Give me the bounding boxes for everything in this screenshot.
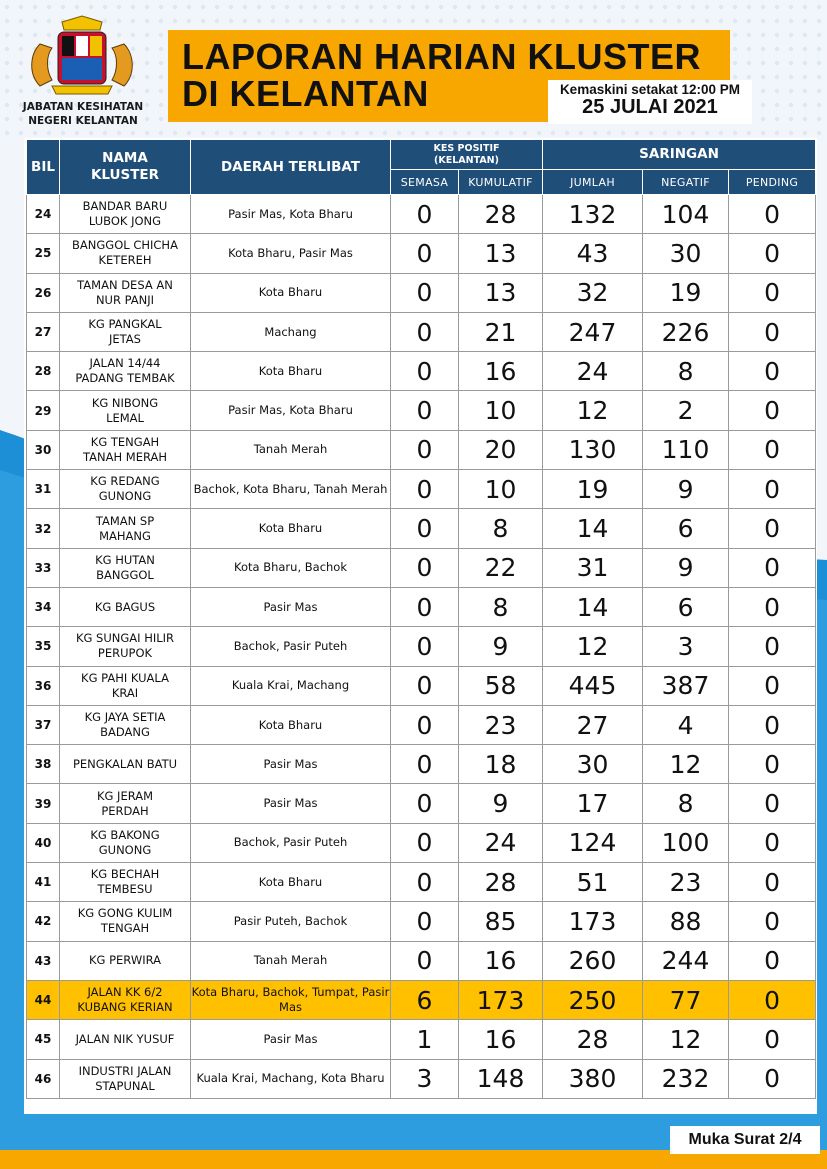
cell-daerah: Tanah Merah xyxy=(191,430,391,469)
cell-bil: 44 xyxy=(27,980,60,1019)
cell-nama-line1: INDUSTRI JALAN xyxy=(78,1063,172,1078)
col-header-semasa: SEMASA xyxy=(391,170,459,195)
cell-nama-line2: BANGGOL xyxy=(96,567,154,582)
table-row xyxy=(27,470,816,509)
table-row xyxy=(27,823,816,862)
cell-daerah: Kota Bharu xyxy=(191,273,391,312)
cell-bil: 31 xyxy=(27,470,60,509)
cell-nama-kluster xyxy=(60,195,191,234)
cell-kumulatif: 148 xyxy=(459,1059,543,1098)
cell-nama-line1: KG SUNGAI HILIR xyxy=(75,631,175,646)
cell-semasa: 0 xyxy=(391,745,459,784)
cell-negatif: 232 xyxy=(643,1059,729,1098)
cell-bil: 27 xyxy=(27,312,60,351)
cell-daerah: Kuala Krai, Machang xyxy=(191,666,391,705)
cell-pending: 0 xyxy=(729,627,816,666)
cell-nama-kluster xyxy=(60,745,191,784)
cell-pending: 0 xyxy=(729,509,816,548)
cell-daerah: Kota Bharu, Bachok xyxy=(191,548,391,587)
table-row xyxy=(27,587,816,626)
table-row xyxy=(27,745,816,784)
cell-jumlah: 380 xyxy=(543,1059,643,1098)
cluster-table xyxy=(26,139,816,1099)
table-row xyxy=(27,1020,816,1059)
cell-semasa: 3 xyxy=(391,1059,459,1098)
cell-negatif: 104 xyxy=(643,195,729,234)
cell-bil: 42 xyxy=(27,902,60,941)
cell-kumulatif: 21 xyxy=(459,312,543,351)
cell-daerah: Pasir Mas xyxy=(191,745,391,784)
cell-bil: 46 xyxy=(27,1059,60,1098)
table-row xyxy=(27,234,816,273)
cell-nama-kluster xyxy=(60,1059,191,1098)
cell-jumlah: 19 xyxy=(543,470,643,509)
cell-nama-kluster xyxy=(60,902,191,941)
cell-semasa: 0 xyxy=(391,823,459,862)
cell-nama-kluster xyxy=(60,666,191,705)
cell-nama-line2: PERDAH xyxy=(101,803,149,818)
cell-nama-line1: KG PAHI KUALA xyxy=(81,670,169,685)
cell-nama-line1: JALAN KK 6/2 xyxy=(87,985,163,1000)
cell-negatif: 88 xyxy=(643,902,729,941)
cell-daerah: Pasir Puteh, Bachok xyxy=(191,902,391,941)
cell-kumulatif: 8 xyxy=(459,587,543,626)
cell-negatif: 110 xyxy=(643,430,729,469)
cell-nama-line1: TAMAN SP xyxy=(95,513,155,528)
cell-daerah: Kota Bharu, Bachok, Tumpat, Pasir Mas xyxy=(191,980,391,1019)
cell-nama-line2: TANAH MERAH xyxy=(83,449,167,464)
cell-daerah: Pasir Mas, Kota Bharu xyxy=(191,391,391,430)
cell-kumulatif: 16 xyxy=(459,352,543,391)
cell-nama-kluster xyxy=(60,470,191,509)
cell-kumulatif: 10 xyxy=(459,391,543,430)
cell-nama-kluster xyxy=(60,705,191,744)
cell-jumlah: 24 xyxy=(543,352,643,391)
table-row xyxy=(27,312,816,351)
col-header-bil: BIL xyxy=(27,140,60,195)
cell-pending: 0 xyxy=(729,863,816,902)
cell-bil: 38 xyxy=(27,745,60,784)
cell-jumlah: 445 xyxy=(543,666,643,705)
cell-bil: 26 xyxy=(27,273,60,312)
cell-kumulatif: 24 xyxy=(459,823,543,862)
cell-pending: 0 xyxy=(729,273,816,312)
cell-semasa: 0 xyxy=(391,509,459,548)
table-row xyxy=(27,509,816,548)
table-row xyxy=(27,902,816,941)
cell-nama-kluster xyxy=(60,273,191,312)
cell-semasa: 0 xyxy=(391,784,459,823)
cell-nama-kluster xyxy=(60,352,191,391)
report-title-line2: DI KELANTAN xyxy=(182,73,429,114)
cell-kumulatif: 22 xyxy=(459,548,543,587)
cell-kumulatif: 20 xyxy=(459,430,543,469)
cell-semasa: 0 xyxy=(391,391,459,430)
cell-kumulatif: 16 xyxy=(459,941,543,980)
cell-pending: 0 xyxy=(729,312,816,351)
col-header-jumlah: JUMLAH xyxy=(543,170,643,195)
cell-semasa: 0 xyxy=(391,352,459,391)
cell-pending: 0 xyxy=(729,823,816,862)
cell-nama-line2: KETEREH xyxy=(98,253,152,268)
cell-semasa: 0 xyxy=(391,273,459,312)
cell-kumulatif: 28 xyxy=(459,863,543,902)
cell-jumlah: 30 xyxy=(543,745,643,784)
col-header-kes-positif-line1: KES POSITIF xyxy=(433,142,500,154)
cell-pending: 0 xyxy=(729,195,816,234)
cell-nama-line1: PENGKALAN BATU xyxy=(72,756,178,771)
cell-nama-line2: NUR PANJI xyxy=(95,292,155,307)
cell-negatif: 226 xyxy=(643,312,729,351)
table-row xyxy=(27,352,816,391)
cell-jumlah: 260 xyxy=(543,941,643,980)
cell-semasa: 0 xyxy=(391,587,459,626)
cell-daerah: Machang xyxy=(191,312,391,351)
cell-semasa: 0 xyxy=(391,548,459,587)
cell-nama-line2: LUBOK JONG xyxy=(88,214,162,229)
cell-negatif: 6 xyxy=(643,509,729,548)
cell-pending: 0 xyxy=(729,430,816,469)
cell-negatif: 12 xyxy=(643,1020,729,1059)
cell-kumulatif: 58 xyxy=(459,666,543,705)
org-name-line1: JABATAN KESIHATAN xyxy=(22,101,144,113)
cell-negatif: 100 xyxy=(643,823,729,862)
cell-nama-line2: STAPUNAL xyxy=(95,1078,155,1093)
cell-semasa: 0 xyxy=(391,941,459,980)
cell-negatif: 9 xyxy=(643,548,729,587)
cell-nama-line1: BANDAR BARU xyxy=(82,199,168,214)
cell-bil: 30 xyxy=(27,430,60,469)
col-header-daerah: DAERAH TERLIBAT xyxy=(191,140,391,195)
cell-negatif: 30 xyxy=(643,234,729,273)
cell-daerah: Kota Bharu, Pasir Mas xyxy=(191,234,391,273)
cell-pending: 0 xyxy=(729,980,816,1019)
table-row xyxy=(27,784,816,823)
cell-bil: 37 xyxy=(27,705,60,744)
table-row xyxy=(27,195,816,234)
col-header-nama-kluster xyxy=(60,140,191,195)
cell-jumlah: 27 xyxy=(543,705,643,744)
cell-nama-line1: KG PERWIRA xyxy=(89,953,161,968)
table-row xyxy=(27,666,816,705)
table-row xyxy=(27,430,816,469)
cell-bil: 45 xyxy=(27,1020,60,1059)
cell-negatif: 387 xyxy=(643,666,729,705)
cell-nama-kluster xyxy=(60,234,191,273)
cell-nama-kluster xyxy=(60,391,191,430)
cell-nama-line1: BANGGOL CHICHA xyxy=(72,238,178,253)
cell-nama-line1: KG JAYA SETIA xyxy=(84,710,166,724)
cell-bil: 32 xyxy=(27,509,60,548)
cell-jumlah: 51 xyxy=(543,863,643,902)
cell-nama-line2: KUBANG KERIAN xyxy=(77,1000,173,1015)
cell-kumulatif: 28 xyxy=(459,195,543,234)
cell-daerah: Bachok, Pasir Puteh xyxy=(191,823,391,862)
cell-pending: 0 xyxy=(729,666,816,705)
cell-bil: 35 xyxy=(27,627,60,666)
cell-bil: 39 xyxy=(27,784,60,823)
col-header-negatif: NEGATIF xyxy=(643,170,729,195)
cell-negatif: 77 xyxy=(643,980,729,1019)
cell-nama-line1: KG TENGAH xyxy=(90,434,160,449)
cell-nama-line1: KG NIBONG xyxy=(91,395,159,410)
cell-nama-line2: PADANG TEMBAK xyxy=(75,371,175,386)
cell-nama-line2: KRAI xyxy=(111,685,139,700)
cell-kumulatif: 13 xyxy=(459,273,543,312)
cell-daerah: Pasir Mas xyxy=(191,1020,391,1059)
cell-negatif: 8 xyxy=(643,352,729,391)
cell-nama-line2: GUNONG xyxy=(98,489,152,504)
coat-of-arms-logo xyxy=(22,14,142,100)
cell-kumulatif: 18 xyxy=(459,745,543,784)
cell-semasa: 0 xyxy=(391,234,459,273)
cell-jumlah: 12 xyxy=(543,391,643,430)
cell-negatif: 3 xyxy=(643,627,729,666)
col-header-nama-line2: KLUSTER xyxy=(90,167,160,183)
update-info-box xyxy=(548,80,752,124)
cell-daerah: Kota Bharu xyxy=(191,705,391,744)
cell-daerah: Bachok, Kota Bharu, Tanah Merah xyxy=(191,470,391,509)
cell-bil: 24 xyxy=(27,195,60,234)
table-row xyxy=(27,980,816,1019)
table-row xyxy=(27,627,816,666)
cell-nama-kluster xyxy=(60,312,191,351)
cell-nama-line1: KG BECHAH xyxy=(90,867,160,882)
cell-nama-line1: KG REDANG xyxy=(90,474,160,489)
cell-semasa: 0 xyxy=(391,430,459,469)
cell-bil: 36 xyxy=(27,666,60,705)
cell-nama-line1: KG GONG KULIM xyxy=(77,906,173,921)
cell-pending: 0 xyxy=(729,745,816,784)
cell-semasa: 0 xyxy=(391,312,459,351)
table-row xyxy=(27,941,816,980)
cell-semasa: 0 xyxy=(391,705,459,744)
cell-daerah: Kota Bharu xyxy=(191,352,391,391)
cell-nama-kluster xyxy=(60,548,191,587)
cell-bil: 34 xyxy=(27,587,60,626)
cell-nama-line1: KG HUTAN xyxy=(95,552,155,567)
cell-pending: 0 xyxy=(729,941,816,980)
cell-negatif: 12 xyxy=(643,745,729,784)
cell-nama-line1: TAMAN DESA AN xyxy=(77,277,173,292)
cell-semasa: 1 xyxy=(391,1020,459,1059)
cell-daerah: Kuala Krai, Machang, Kota Bharu xyxy=(191,1059,391,1098)
cell-jumlah: 32 xyxy=(543,273,643,312)
cell-semasa: 6 xyxy=(391,980,459,1019)
cell-nama-kluster xyxy=(60,509,191,548)
cell-semasa: 0 xyxy=(391,902,459,941)
cell-semasa: 0 xyxy=(391,470,459,509)
cell-kumulatif: 85 xyxy=(459,902,543,941)
cell-jumlah: 14 xyxy=(543,587,643,626)
cell-daerah: Pasir Mas, Kota Bharu xyxy=(191,195,391,234)
cell-bil: 41 xyxy=(27,863,60,902)
cell-daerah: Pasir Mas xyxy=(191,587,391,626)
cell-jumlah: 130 xyxy=(543,430,643,469)
col-header-kes-positif-line2: (KELANTAN) xyxy=(434,154,499,166)
cell-semasa: 0 xyxy=(391,195,459,234)
cell-bil: 29 xyxy=(27,391,60,430)
cell-kumulatif: 9 xyxy=(459,627,543,666)
cell-semasa: 0 xyxy=(391,666,459,705)
cell-bil: 43 xyxy=(27,941,60,980)
cell-jumlah: 14 xyxy=(543,509,643,548)
organization-name xyxy=(8,100,158,128)
cell-pending: 0 xyxy=(729,548,816,587)
cell-semasa: 0 xyxy=(391,627,459,666)
cell-jumlah: 132 xyxy=(543,195,643,234)
table-row xyxy=(27,863,816,902)
cell-kumulatif: 173 xyxy=(459,980,543,1019)
cell-pending: 0 xyxy=(729,391,816,430)
cell-nama-line2: JETAS xyxy=(109,332,141,347)
report-title-line1: LAPORAN HARIAN KLUSTER xyxy=(182,36,701,77)
cell-kumulatif: 10 xyxy=(459,470,543,509)
cell-jumlah: 31 xyxy=(543,548,643,587)
cell-nama-line1: KG BAKONG xyxy=(90,827,160,842)
col-header-kes-positif xyxy=(391,140,543,170)
col-header-nama-line1: NAMA xyxy=(102,150,148,166)
cell-pending: 0 xyxy=(729,587,816,626)
cell-pending: 0 xyxy=(729,1020,816,1059)
table-row xyxy=(27,1059,816,1098)
cell-pending: 0 xyxy=(729,352,816,391)
col-header-pending: PENDING xyxy=(729,170,816,195)
cell-pending: 0 xyxy=(729,705,816,744)
cell-negatif: 9 xyxy=(643,470,729,509)
update-date: 25 JULAI 2021 xyxy=(582,96,718,118)
cell-daerah: Bachok, Pasir Puteh xyxy=(191,627,391,666)
col-header-kumulatif: KUMULATIF xyxy=(459,170,543,195)
cell-bil: 28 xyxy=(27,352,60,391)
cell-pending: 0 xyxy=(729,1059,816,1098)
cell-jumlah: 173 xyxy=(543,902,643,941)
cell-kumulatif: 9 xyxy=(459,784,543,823)
cell-pending: 0 xyxy=(729,902,816,941)
cell-negatif: 2 xyxy=(643,391,729,430)
cell-daerah: Kota Bharu xyxy=(191,509,391,548)
cell-nama-kluster xyxy=(60,627,191,666)
col-header-saringan: SARINGAN xyxy=(543,140,816,170)
cell-negatif: 244 xyxy=(643,941,729,980)
cell-nama-kluster xyxy=(60,430,191,469)
update-label: Kemaskini setakat 12:00 PM xyxy=(559,82,741,97)
cell-jumlah: 17 xyxy=(543,784,643,823)
cell-nama-line1: KG BAGUS xyxy=(94,599,156,614)
cell-nama-kluster xyxy=(60,823,191,862)
cell-pending: 0 xyxy=(729,234,816,273)
cell-nama-line2: BADANG xyxy=(100,725,150,739)
table-row xyxy=(27,705,816,744)
cell-nama-kluster xyxy=(60,587,191,626)
cell-nama-line1: JALAN 14/44 xyxy=(89,356,161,371)
cell-negatif: 8 xyxy=(643,784,729,823)
cell-semasa: 0 xyxy=(391,863,459,902)
cell-jumlah: 12 xyxy=(543,627,643,666)
cell-pending: 0 xyxy=(729,784,816,823)
cell-bil: 33 xyxy=(27,548,60,587)
cell-jumlah: 250 xyxy=(543,980,643,1019)
cell-daerah: Pasir Mas xyxy=(191,784,391,823)
table-row xyxy=(27,273,816,312)
cell-pending: 0 xyxy=(729,470,816,509)
cell-jumlah: 247 xyxy=(543,312,643,351)
cell-nama-line2: TENGAH xyxy=(100,921,150,936)
cell-negatif: 4 xyxy=(643,705,729,744)
cell-kumulatif: 8 xyxy=(459,509,543,548)
cell-negatif: 6 xyxy=(643,587,729,626)
table-row xyxy=(27,391,816,430)
cell-nama-line1: KG PANGKAL xyxy=(88,317,162,332)
cell-nama-line2: GUNONG xyxy=(98,842,152,857)
cell-bil: 25 xyxy=(27,234,60,273)
cell-nama-line1: KG JERAM xyxy=(96,788,154,803)
cell-negatif: 23 xyxy=(643,863,729,902)
cell-kumulatif: 23 xyxy=(459,705,543,744)
cell-nama-line2: TEMBESU xyxy=(97,882,153,897)
cell-negatif: 19 xyxy=(643,273,729,312)
cell-nama-line2: LEMAL xyxy=(106,410,144,425)
cell-nama-kluster xyxy=(60,784,191,823)
cell-nama-kluster xyxy=(60,980,191,1019)
page-number: Muka Surat 2/4 xyxy=(670,1126,820,1154)
cell-daerah: Tanah Merah xyxy=(191,941,391,980)
cell-jumlah: 43 xyxy=(543,234,643,273)
cell-nama-kluster xyxy=(60,863,191,902)
cell-nama-line2: MAHANG xyxy=(99,528,151,543)
cell-kumulatif: 13 xyxy=(459,234,543,273)
cell-bil: 40 xyxy=(27,823,60,862)
org-name-line2: NEGERI KELANTAN xyxy=(28,115,138,127)
cell-nama-line1: JALAN NIK YUSUF xyxy=(75,1031,175,1046)
cell-jumlah: 28 xyxy=(543,1020,643,1059)
cell-nama-kluster xyxy=(60,1020,191,1059)
cell-kumulatif: 16 xyxy=(459,1020,543,1059)
cell-nama-line2: PERUPOK xyxy=(97,646,153,661)
cell-nama-kluster xyxy=(60,941,191,980)
table-row xyxy=(27,548,816,587)
cell-jumlah: 124 xyxy=(543,823,643,862)
cell-daerah: Kota Bharu xyxy=(191,863,391,902)
